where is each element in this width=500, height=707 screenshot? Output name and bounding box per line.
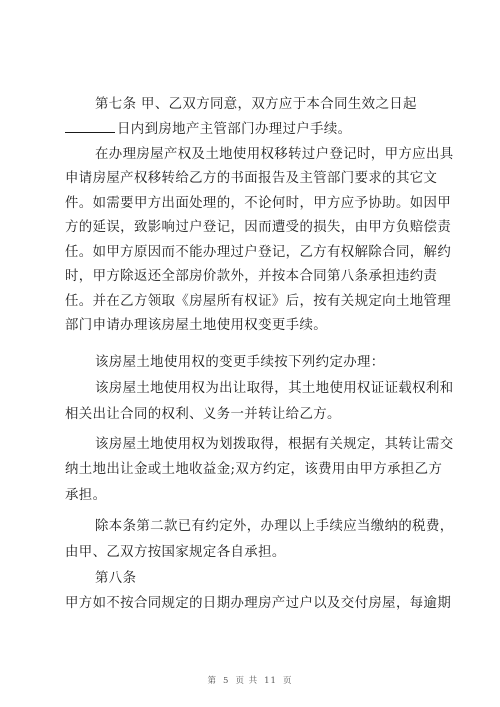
- footer-suffix: 页: [282, 676, 293, 686]
- paragraph-line: 申请房屋产权移转给乙方的书面报告及主管部门要求的其它文: [65, 171, 438, 186]
- paragraph-line: 方的延误，致影响过户登记，因而遭受的损失，由甲方负赔偿责: [65, 220, 452, 235]
- paragraph-line: 在办理房屋产权及土地使用权移转过户登记时，甲方应出具: [95, 147, 454, 162]
- paragraph-line: 时，甲方除返还全部房价款外，并按本合同第八条承担违约责: [65, 269, 438, 284]
- footer-prefix: 第: [207, 676, 218, 686]
- paragraph-line: 该房屋土地使用权为出让取得，其土地使用权证证载权利和: [95, 381, 454, 396]
- paragraph-line: 该房屋土地使用权为划拨取得，根据有关规定，其转让需交: [95, 437, 454, 452]
- total-pages: 11: [264, 676, 277, 686]
- paragraph-line: 部门申请办理该房屋土地使用权变更手续。: [65, 318, 328, 333]
- footer-mid: 页 共: [235, 676, 259, 686]
- paragraph-line: 件。如需要甲方出面处理的，不论何时，甲方应予协助。如因甲: [65, 196, 452, 211]
- page-footer: [0, 674, 500, 686]
- article-7-line-2: [65, 121, 351, 139]
- page-number: 5: [223, 676, 230, 686]
- article-7-line-2-text: 日内到房地产主管部门办理过户手续。: [117, 122, 352, 137]
- paragraph-line: 承担。: [65, 488, 107, 503]
- fill-in-blank: [65, 121, 115, 133]
- article-8-heading: 第八条: [95, 571, 137, 586]
- paragraph-line: 任。并在乙方领取《房屋所有权证》后，按有关规定向土地管理: [65, 294, 452, 309]
- article-7-line-1: 第七条 甲、乙双方同意，双方应于本合同生效之日起: [95, 97, 417, 112]
- paragraph-line: 纳土地出让金或土地收益金;双方约定，该费用由甲方承担乙方: [65, 462, 443, 477]
- paragraph-line: 任。如甲方原因而不能办理过户登记，乙方有权解除合同，解约: [65, 245, 452, 260]
- paragraph-line: 由甲、乙双方按国家规定各自承担。: [65, 545, 286, 560]
- paragraph-line: 除本条第二款已有约定外，办理以上手续应当缴纳的税费，: [95, 519, 454, 534]
- paragraph-line: 该房屋土地使用权的变更手续按下列约定办理：: [95, 355, 385, 370]
- paragraph-line: 相关出让合同的权利、义务一并转让给乙方。: [65, 407, 341, 422]
- paragraph-line: 甲方如不按合同规定的日期办理房产过户以及交付房屋，每逾期: [65, 596, 452, 611]
